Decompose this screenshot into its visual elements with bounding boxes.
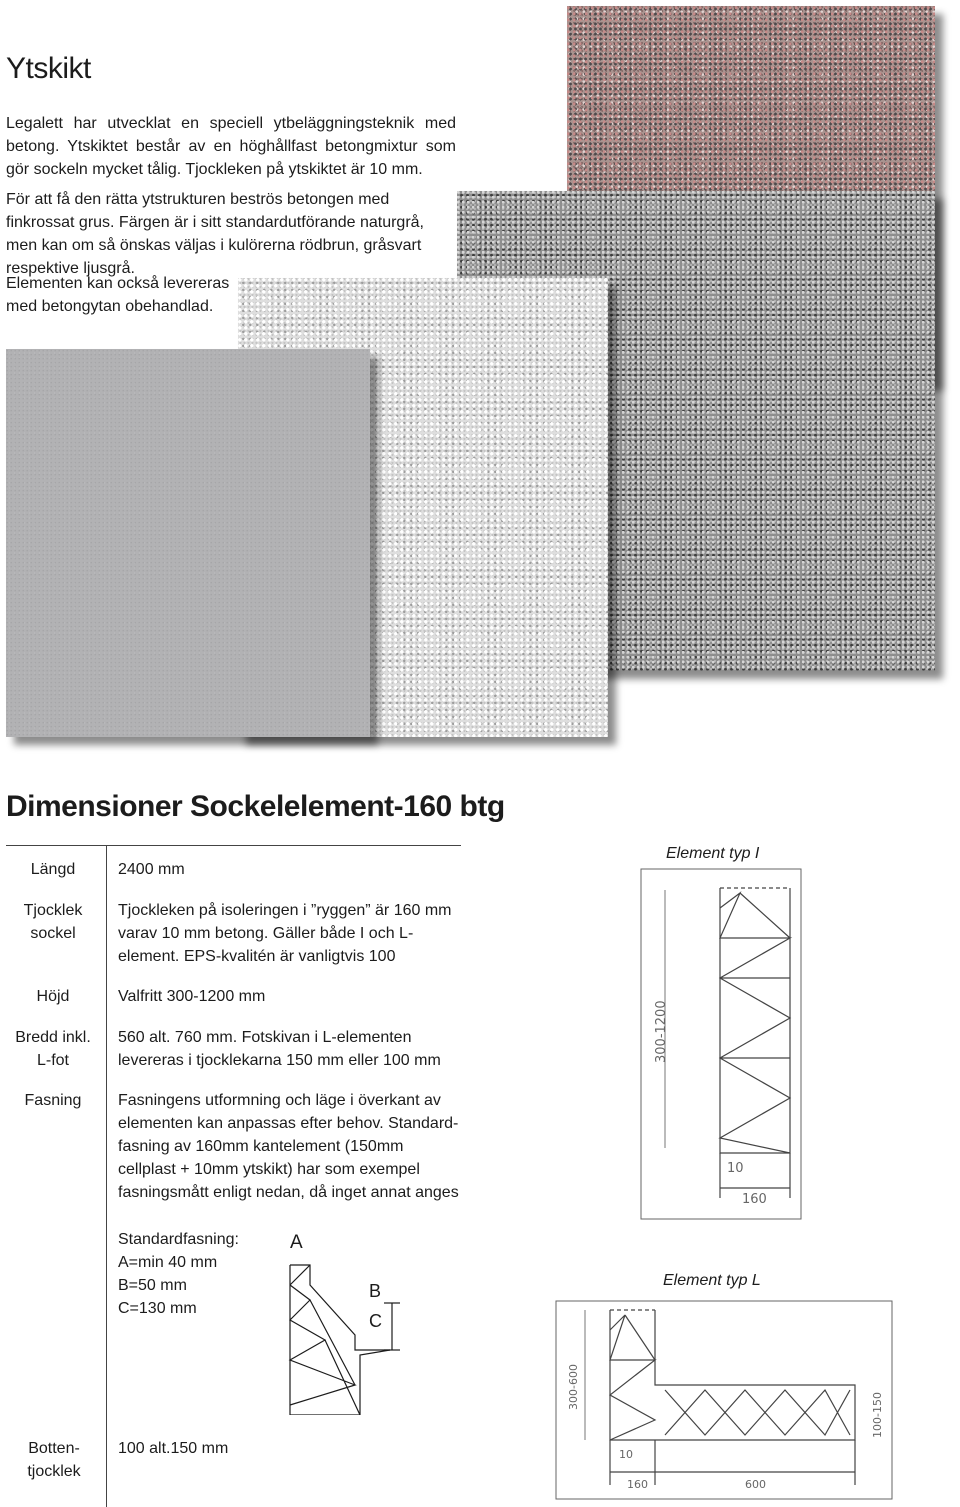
row-label-bottom: Botten-tjocklek (27, 1440, 81, 1480)
chamfer-label-c: C (369, 1311, 382, 1331)
row-value-bottom: 100 alt.150 mm (118, 1440, 229, 1457)
element-i-dim-width: 160 (742, 1192, 767, 1207)
element-l-diagram (555, 1300, 895, 1502)
row-label-thickness: Tjocklek sockel (23, 902, 83, 942)
element-l-foot-label: 100-150 (871, 1392, 884, 1438)
chamfer-heading: Standardfasning: (118, 1231, 239, 1248)
element-i-diagram (640, 868, 805, 1223)
row-label-width: Bredd inkl. L-fot (15, 1029, 91, 1069)
table-divider (106, 845, 107, 1507)
element-i-dim-small: 10 (727, 1161, 744, 1176)
element-l-dim-small: 10 (619, 1448, 633, 1461)
element-l-height-label: 300-600 (567, 1364, 580, 1410)
surface-paragraph-1: Legalett har utvecklat en speciell ytbeläggningsteknik med betong. Ytskiktet består av en höghållfast betongmixtur som gör sockeln mycket tålig. Tjockleken på ytskiktet är 10 mm. (6, 115, 456, 178)
element-l-dim-width: 160 (627, 1478, 648, 1491)
row-label-length: Längd (30, 861, 76, 878)
chamfer-diagram (280, 1225, 420, 1415)
swatch-untreated (6, 349, 370, 737)
row-value-length: 2400 mm (118, 861, 185, 878)
element-i-height-label: 300-1200 (654, 1000, 669, 1063)
page-title: Ytskikt (6, 52, 91, 85)
row-label-chamfer: Fasning (24, 1092, 82, 1109)
row-value-height: Valfritt 300-1200 mm (118, 988, 266, 1005)
chamfer-a: A=min 40 mm (118, 1254, 218, 1271)
row-value-chamfer: Fasningens utformning och läge i överkant av elementen kan anpassas efter behov. Standard-fasning av 160mm kantelement (150mm cellplast + 10mm ytskikt) har som exempel fasningsmått enligt nedan, då inget annat anges (118, 1092, 459, 1201)
table-top-rule (6, 845, 461, 846)
chamfer-label-b: B (369, 1281, 382, 1301)
element-l-dim-foot: 600 (745, 1478, 766, 1491)
row-value-width: 560 alt. 760 mm. Fotskivan i L-elementen levereras i tjocklekarna 150 mm eller 100 mm (118, 1029, 441, 1069)
chamfer-label-a: A (290, 1232, 303, 1253)
chamfer-c: C=130 mm (118, 1300, 197, 1317)
chamfer-b: B=50 mm (118, 1277, 187, 1294)
dimensions-title: Dimensioner Sockelelement-160 btg (6, 790, 505, 823)
surface-paragraph-3: Elementen kan också levereras med betongytan obehandlad. (6, 275, 230, 315)
row-value-thickness: Tjockleken på isoleringen i ”ryggen” är 160 mm varav 10 mm betong. Gäller både I och L-element. EPS-kvalitén är vanligtvis 100 (118, 902, 452, 965)
element-i-caption: Element typ I (666, 845, 760, 862)
surface-paragraph-2: För att få den rätta ytstrukturen beströs betongen med finkrossat grus. Färgen är i sitt standardutförande naturgrå, men kan om så önskas väljas i kulörerna rödbrun, gråsvart respektive ljusgrå. (6, 191, 424, 277)
row-label-height: Höjd (36, 988, 70, 1005)
element-l-caption: Element typ L (663, 1272, 761, 1289)
